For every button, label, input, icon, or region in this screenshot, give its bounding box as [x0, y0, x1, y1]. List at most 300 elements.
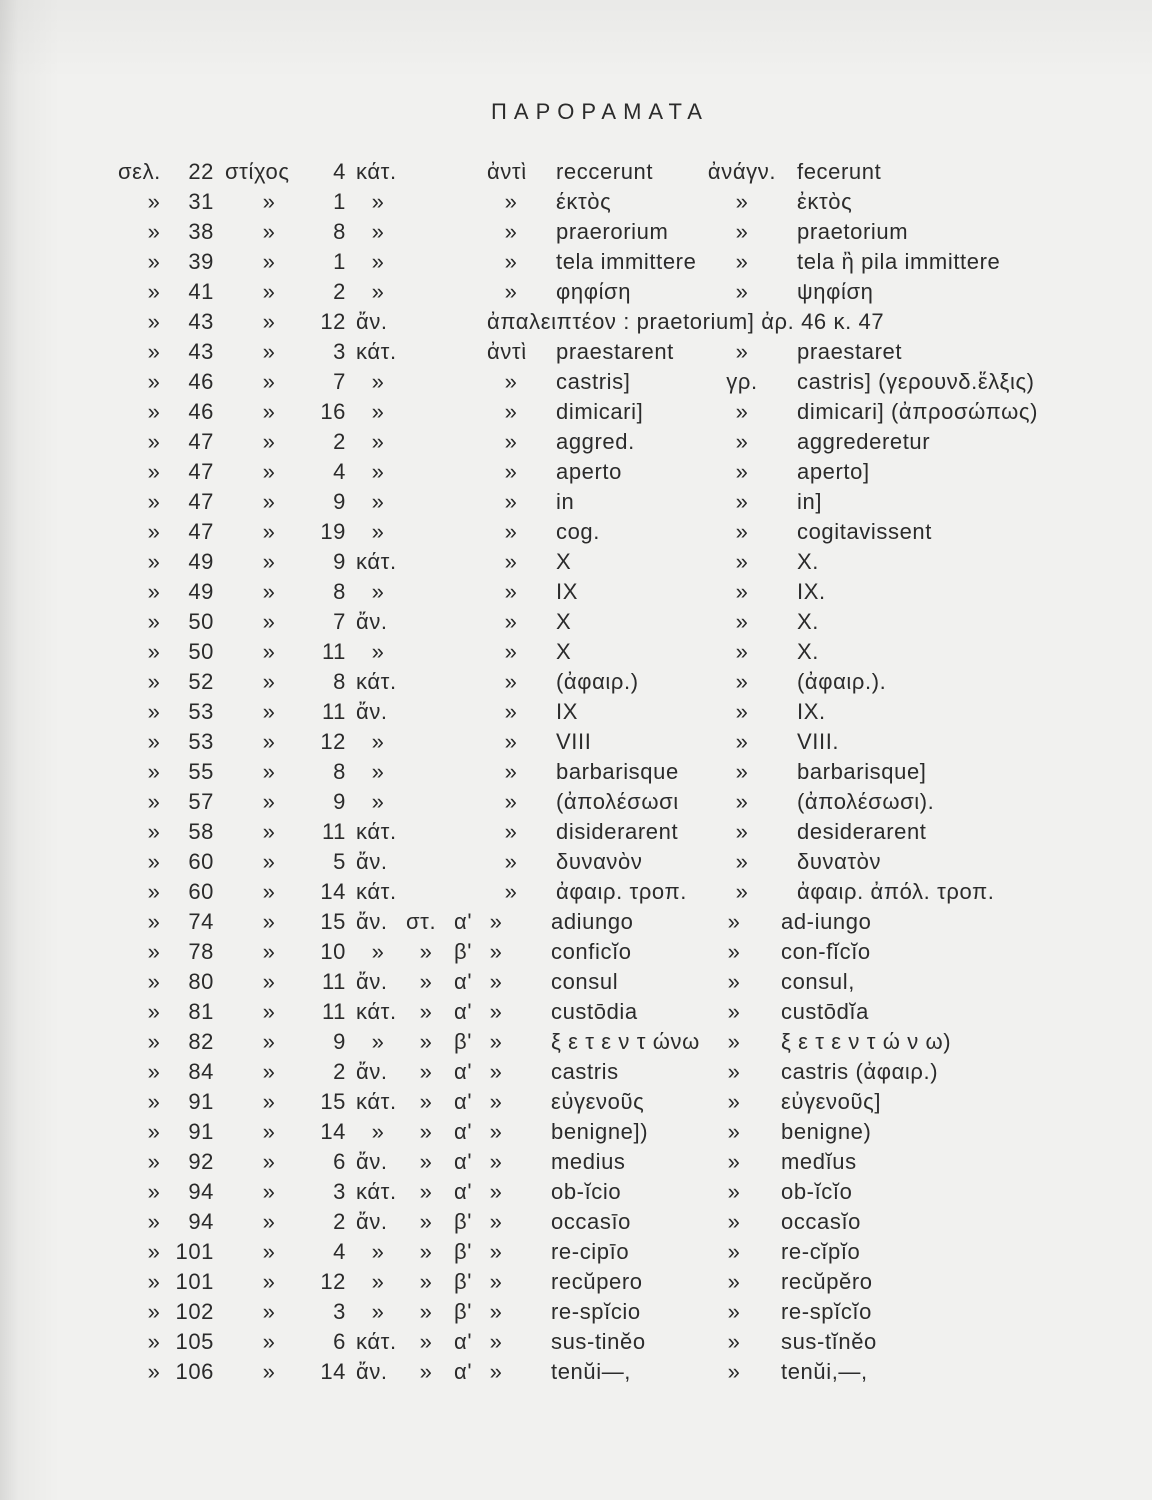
line-label: στίχος [225, 159, 290, 184]
errata-row [0, 607, 1152, 637]
page-number: 38 [188, 219, 214, 244]
replace-marker: » [504, 399, 518, 424]
replace-marker: » [504, 249, 518, 274]
errata-row [0, 397, 1152, 427]
line-label: » [262, 819, 276, 844]
corrected-text: in] [797, 489, 823, 514]
page-number: 50 [188, 639, 214, 664]
replace-marker: » [504, 639, 518, 664]
line-direction: ἄν. [356, 909, 388, 934]
column-label: » [419, 1359, 433, 1384]
column-label: » [419, 1119, 433, 1144]
page-number: 105 [175, 1329, 214, 1354]
line-number: 12 [320, 1269, 346, 1294]
errata-row [0, 1177, 1152, 1207]
line-label: » [262, 729, 276, 754]
corrected-text: occasĭo [781, 1209, 862, 1234]
correction-marker: » [735, 249, 749, 274]
page-prefix: » [147, 189, 161, 214]
line-label: » [262, 1179, 276, 1204]
column-ref: α' [454, 969, 473, 994]
replace-marker: » [489, 1119, 503, 1144]
page-number: 78 [188, 939, 214, 964]
line-number: 6 [333, 1149, 346, 1174]
correction-marker: » [727, 909, 741, 934]
column-ref: β' [454, 1239, 473, 1264]
corrected-text: ψηφίση [797, 279, 874, 304]
line-number: 9 [333, 549, 346, 574]
line-number: 9 [333, 789, 346, 814]
replace-marker: » [504, 759, 518, 784]
line-number: 11 [321, 819, 346, 844]
line-label: » [262, 669, 276, 694]
replace-marker: » [504, 459, 518, 484]
corrected-text: IX. [797, 699, 826, 724]
line-direction: ἄν. [356, 1359, 388, 1384]
replace-marker: » [504, 549, 518, 574]
line-direction: κάτ. [356, 819, 397, 844]
errata-row [0, 1297, 1152, 1327]
line-number: 2 [333, 1209, 346, 1234]
page-prefix: » [147, 729, 161, 754]
errata-row [0, 787, 1152, 817]
line-label: » [262, 1329, 276, 1354]
erroneous-text: aggred. [556, 429, 635, 454]
column-label: » [419, 1089, 433, 1114]
correction-marker: » [735, 879, 749, 904]
column-ref: β' [454, 1299, 473, 1324]
column-label: » [419, 1239, 433, 1264]
replace-marker: » [504, 729, 518, 754]
page-prefix: » [147, 519, 161, 544]
line-direction: κάτ. [356, 879, 397, 904]
replace-marker: » [504, 879, 518, 904]
erroneous-text: ξ ε τ ε ν τ ώνω [551, 1029, 700, 1054]
erroneous-text: disiderarent [556, 819, 679, 844]
page-title: ΠΑΡΟΡΑΜΑΤΑ [491, 99, 709, 124]
errata-row [0, 937, 1152, 967]
errata-row [0, 1237, 1152, 1267]
line-label: » [262, 429, 276, 454]
page-number: 55 [188, 759, 214, 784]
errata-row [0, 667, 1152, 697]
page-prefix: » [147, 609, 161, 634]
erroneous-text: ob-ĭcio [551, 1179, 622, 1204]
erroneous-text: occasīo [551, 1209, 632, 1234]
column-label: » [419, 1269, 433, 1294]
replace-marker: » [504, 489, 518, 514]
page-number: 94 [188, 1179, 214, 1204]
errata-row [0, 547, 1152, 577]
erroneous-text: in [556, 489, 575, 514]
page-prefix: » [147, 1329, 161, 1354]
correction-marker: » [735, 279, 749, 304]
corrected-text: dimicari] (ἀπροσώπως) [797, 399, 1039, 424]
line-number: 8 [333, 759, 346, 784]
correction-marker: » [735, 189, 749, 214]
line-direction: » [371, 369, 385, 394]
errata-row [0, 697, 1152, 727]
page-number: 60 [188, 849, 214, 874]
errata-row [0, 1027, 1152, 1057]
line-label: » [262, 1269, 276, 1294]
replace-marker: » [504, 429, 518, 454]
errata-row [0, 367, 1152, 397]
page-prefix: » [147, 1029, 161, 1054]
replace-marker: » [504, 579, 518, 604]
correction-marker: » [727, 1089, 741, 1114]
errata-row [0, 757, 1152, 787]
page-number: 41 [188, 279, 214, 304]
erroneous-text: (ἀφαιρ.) [556, 669, 639, 694]
line-direction: » [371, 759, 385, 784]
column-ref: β' [454, 1209, 473, 1234]
errata-row [0, 1267, 1152, 1297]
line-direction: » [371, 399, 385, 424]
line-label: » [262, 999, 276, 1024]
line-direction: ἄν. [356, 849, 388, 874]
line-direction: ἄν. [356, 309, 388, 334]
page-prefix: » [147, 1149, 161, 1174]
page-number: 52 [188, 669, 214, 694]
line-direction: » [371, 519, 385, 544]
column-ref: α' [454, 999, 473, 1024]
errata-row [0, 487, 1152, 517]
column-ref: α' [454, 1089, 473, 1114]
corrected-text: fecerunt [797, 159, 882, 184]
line-direction: » [371, 579, 385, 604]
line-direction: κάτ. [356, 1089, 397, 1114]
erroneous-text: φηφίση [556, 279, 632, 304]
corrected-text: barbarisque] [797, 759, 927, 784]
erroneous-text: δυνανὸν [556, 849, 643, 874]
erroneous-text: adiungo [551, 909, 634, 934]
errata-row [0, 247, 1152, 277]
page-prefix: » [147, 219, 161, 244]
column-label: » [419, 1149, 433, 1174]
line-number: 3 [333, 1179, 346, 1204]
page-number: 49 [188, 549, 214, 574]
page-number: 94 [188, 1209, 214, 1234]
correction-marker: » [735, 339, 749, 364]
replace-marker: » [489, 909, 503, 934]
line-number: 14 [320, 879, 346, 904]
correction-marker: γρ. [726, 369, 758, 394]
replace-marker: » [489, 1209, 503, 1234]
page-number: 57 [188, 789, 214, 814]
page-number: 31 [188, 189, 214, 214]
correction-marker: » [735, 609, 749, 634]
line-label: » [262, 609, 276, 634]
errata-row [0, 277, 1152, 307]
line-label: » [262, 489, 276, 514]
correction-marker: » [727, 939, 741, 964]
line-label: » [262, 759, 276, 784]
errata-row [0, 157, 1152, 187]
column-label: » [419, 969, 433, 994]
page-number: 81 [188, 999, 214, 1024]
line-number: 8 [333, 219, 346, 244]
replace-marker: » [504, 189, 518, 214]
page-prefix: » [147, 399, 161, 424]
correction-marker: » [727, 1329, 741, 1354]
errata-row [0, 907, 1152, 937]
errata-row [0, 1087, 1152, 1117]
line-label: » [262, 339, 276, 364]
page-prefix: » [147, 249, 161, 274]
corrected-text: IX. [797, 579, 826, 604]
corrected-text: recŭpĕro [781, 1269, 873, 1294]
page-number: 58 [188, 819, 214, 844]
page-prefix: » [147, 699, 161, 724]
column-label: στ. [406, 909, 437, 934]
line-label: » [262, 219, 276, 244]
replace-marker: ἀντὶ [487, 339, 527, 364]
correction-marker: » [735, 789, 749, 814]
errata-row [0, 637, 1152, 667]
line-label: » [262, 1299, 276, 1324]
replace-marker: » [504, 279, 518, 304]
column-label: » [419, 1209, 433, 1234]
replace-marker: » [504, 669, 518, 694]
correction-marker: » [727, 1029, 741, 1054]
page-prefix: σελ. [118, 159, 161, 184]
line-direction: » [371, 939, 385, 964]
line-number: 4 [333, 459, 346, 484]
line-direction: » [371, 459, 385, 484]
erroneous-text: IX [556, 579, 578, 604]
column-label: » [419, 1059, 433, 1084]
corrected-text: re-cĭpĭo [781, 1239, 861, 1264]
replace-marker: » [489, 1059, 503, 1084]
correction-marker: » [727, 1209, 741, 1234]
line-direction: » [371, 249, 385, 274]
correction-marker: » [735, 489, 749, 514]
line-direction: » [371, 489, 385, 514]
page-number: 43 [188, 309, 214, 334]
page-number: 74 [188, 909, 214, 934]
line-direction: » [371, 1239, 385, 1264]
replace-marker: » [489, 1179, 503, 1204]
erroneous-text: praestarent [556, 339, 674, 364]
corrected-text: praetorium [797, 219, 909, 244]
line-label: » [262, 1029, 276, 1054]
replace-marker: ἀντὶ [487, 159, 527, 184]
errata-row [0, 217, 1152, 247]
erroneous-text: tenŭi—, [551, 1359, 632, 1384]
correction-marker: » [735, 399, 749, 424]
correction-marker: » [735, 519, 749, 544]
replace-marker: » [489, 1149, 503, 1174]
line-label: » [262, 1059, 276, 1084]
line-number: 15 [320, 909, 346, 934]
page-prefix: » [147, 759, 161, 784]
erroneous-text: re-spĭcio [551, 1299, 641, 1324]
page-prefix: » [147, 1089, 161, 1114]
erroneous-text: custōdia [551, 999, 638, 1024]
replace-marker: » [489, 1089, 503, 1114]
correction-marker: » [735, 579, 749, 604]
page-number: 80 [188, 969, 214, 994]
errata-row [0, 817, 1152, 847]
corrected-text: re-spĭcĭo [781, 1299, 872, 1324]
correction-marker: » [735, 759, 749, 784]
erroneous-text: consul [551, 969, 619, 994]
page-prefix: » [147, 339, 161, 364]
line-number: 16 [320, 399, 346, 424]
line-label: » [262, 459, 276, 484]
errata-row [0, 187, 1152, 217]
correction-marker: » [735, 219, 749, 244]
line-direction: κάτ. [356, 669, 397, 694]
column-ref: β' [454, 1029, 473, 1054]
replace-marker: » [489, 939, 503, 964]
corrected-text: ad-iungo [781, 909, 872, 934]
errata-note: ἀπαλειπτέον : praetorium] ἀρ. 46 κ. 47 [487, 309, 885, 334]
line-label: » [262, 639, 276, 664]
line-direction: » [371, 639, 385, 664]
correction-marker: » [735, 639, 749, 664]
page-number: 106 [175, 1359, 214, 1384]
page-number: 47 [188, 459, 214, 484]
replace-marker: » [489, 1239, 503, 1264]
line-number: 11 [321, 969, 346, 994]
errata-row [0, 1147, 1152, 1177]
page-prefix: » [147, 1059, 161, 1084]
correction-marker: » [727, 969, 741, 994]
replace-marker: » [489, 999, 503, 1024]
corrected-text: ξ ε τ ε ν τ ώ ν ω) [781, 1029, 952, 1054]
corrected-text: X. [797, 549, 819, 574]
corrected-text: tenŭi,—, [781, 1359, 868, 1384]
column-ref: α' [454, 909, 473, 934]
erroneous-text: tela immittere [556, 249, 697, 274]
column-ref: α' [454, 1059, 473, 1084]
line-number: 4 [333, 1239, 346, 1264]
replace-marker: » [489, 1299, 503, 1324]
correction-marker: » [727, 1179, 741, 1204]
correction-marker: » [735, 549, 749, 574]
line-number: 9 [333, 1029, 346, 1054]
page-prefix: » [147, 939, 161, 964]
correction-marker: » [727, 1359, 741, 1384]
errata-row [0, 1207, 1152, 1237]
page-number: 47 [188, 519, 214, 544]
erroneous-text: castris [551, 1059, 619, 1084]
line-label: » [262, 879, 276, 904]
line-number: 8 [333, 669, 346, 694]
line-label: » [262, 849, 276, 874]
column-ref: β' [454, 1269, 473, 1294]
corrected-text: aperto] [797, 459, 870, 484]
line-number: 3 [333, 1299, 346, 1324]
page-prefix: » [147, 639, 161, 664]
page-prefix: » [147, 489, 161, 514]
correction-marker: » [727, 1059, 741, 1084]
replace-marker: » [489, 1269, 503, 1294]
replace-marker: » [504, 819, 518, 844]
erroneous-text: sus-tinĕo [551, 1329, 646, 1354]
erroneous-text: VIII [556, 729, 592, 754]
errata-row [0, 1327, 1152, 1357]
line-label: » [262, 519, 276, 544]
errata-row [0, 517, 1152, 547]
line-direction: » [371, 1119, 385, 1144]
line-label: » [262, 279, 276, 304]
errata-row [0, 1117, 1152, 1147]
line-direction: ἄν. [356, 1209, 388, 1234]
page-prefix: » [147, 1359, 161, 1384]
column-ref: α' [454, 1329, 473, 1354]
line-label: » [262, 969, 276, 994]
page-prefix: » [147, 369, 161, 394]
erroneous-text: praerorium [556, 219, 669, 244]
line-number: 6 [333, 1329, 346, 1354]
replace-marker: » [504, 849, 518, 874]
corrected-text: cogitavissent [797, 519, 932, 544]
line-direction: κάτ. [356, 999, 397, 1024]
erroneous-text: medius [551, 1149, 626, 1174]
line-label: » [262, 579, 276, 604]
page-prefix: » [147, 309, 161, 334]
line-direction: ἄν. [356, 1149, 388, 1174]
corrected-text: ἐκτὸς [797, 189, 853, 214]
page-prefix: » [147, 279, 161, 304]
errata-row [0, 577, 1152, 607]
correction-marker: » [727, 1119, 741, 1144]
line-label: » [262, 399, 276, 424]
page-number: 39 [188, 249, 214, 274]
column-label: » [419, 999, 433, 1024]
erroneous-text: εὐγενοῦς [551, 1089, 645, 1114]
line-label: » [262, 1119, 276, 1144]
column-ref: α' [454, 1119, 473, 1144]
page-number: 91 [188, 1119, 214, 1144]
column-ref: α' [454, 1179, 473, 1204]
line-direction: κάτ. [356, 1179, 397, 1204]
correction-marker: » [735, 849, 749, 874]
correction-marker: » [735, 729, 749, 754]
line-label: » [262, 1359, 276, 1384]
erroneous-text: reccerunt [556, 159, 654, 184]
line-number: 19 [320, 519, 346, 544]
page-number: 84 [188, 1059, 214, 1084]
erroneous-text: X [556, 609, 572, 634]
corrected-text: benigne) [781, 1119, 872, 1144]
replace-marker: » [504, 699, 518, 724]
page-number: 50 [188, 609, 214, 634]
line-number: 15 [320, 1089, 346, 1114]
line-label: » [262, 1149, 276, 1174]
corrected-text: desiderarent [797, 819, 927, 844]
corrected-text: εὐγενοῦς] [781, 1089, 882, 1114]
corrected-text: custōdĭa [781, 999, 869, 1024]
page-prefix: » [147, 1119, 161, 1144]
replace-marker: » [489, 1029, 503, 1054]
errata-row [0, 997, 1152, 1027]
correction-marker: ἀνάγν. [707, 159, 777, 184]
corrected-text: (ἀπολέσωσι). [797, 789, 935, 814]
erroneous-text: cog. [556, 519, 600, 544]
replace-marker: » [489, 1359, 503, 1384]
corrected-text: consul, [781, 969, 855, 994]
corrected-text: tela ἢ pila immittere [797, 249, 1001, 274]
erroneous-text: έκτὸς [556, 189, 612, 214]
correction-marker: » [727, 1299, 741, 1324]
line-label: » [262, 1209, 276, 1234]
erroneous-text: (ἀπολέσωσι [556, 789, 679, 814]
correction-marker: » [735, 669, 749, 694]
